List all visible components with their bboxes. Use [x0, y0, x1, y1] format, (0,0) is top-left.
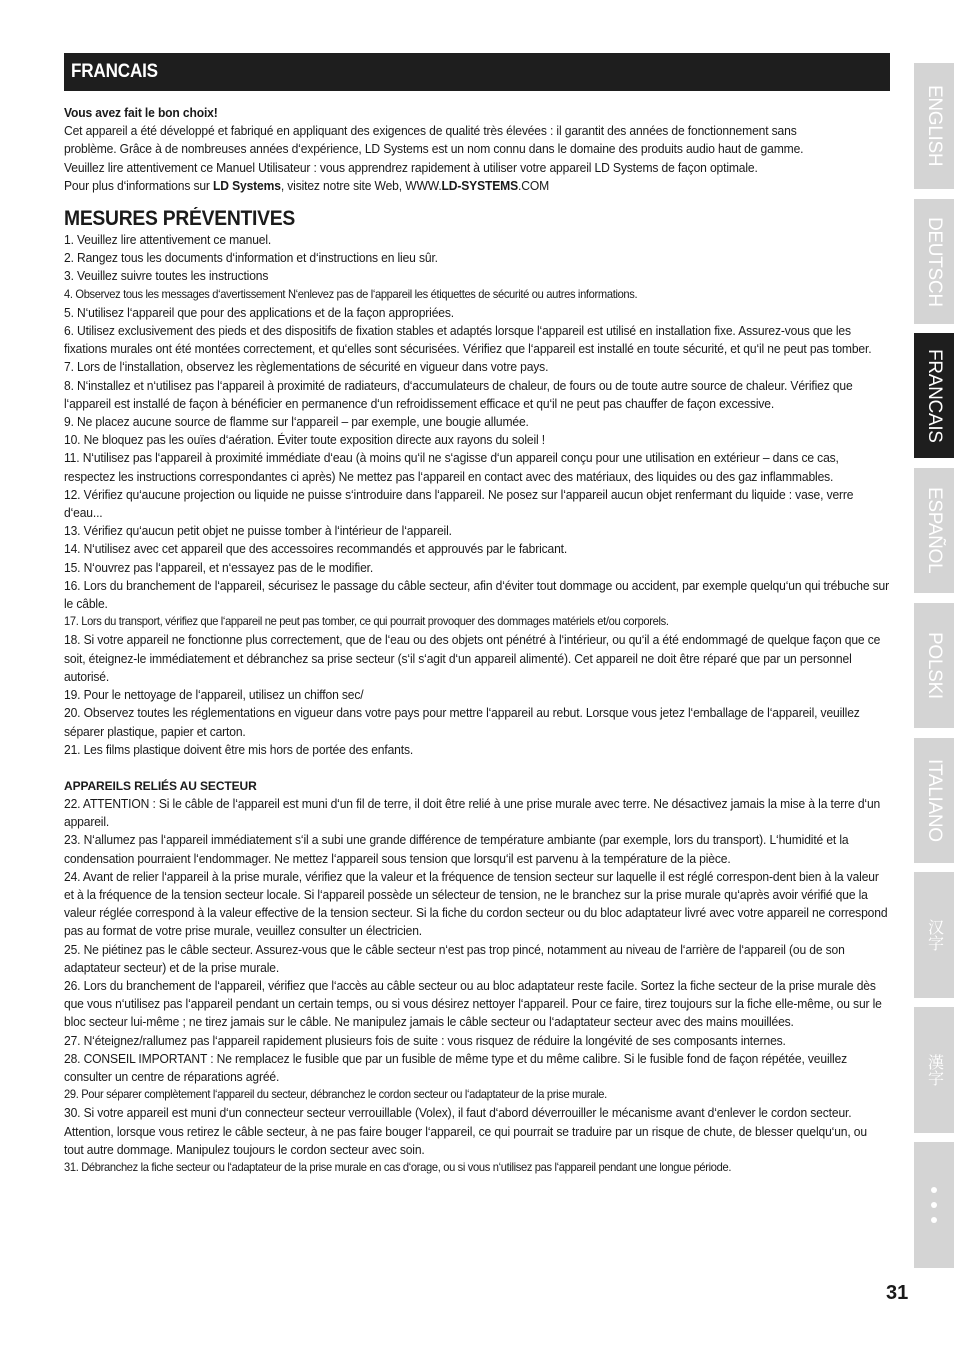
page-content	[64, 104, 888, 1177]
list-item: 19. Pour le nettoyage de l‘appareil, utilisez un chiffon sec/	[64, 688, 364, 703]
list-item: 6. Utilisez exclusivement des pieds et des dispositifs de fixation stables et adaptés lorsque l‘appareil est utilisé en installation fixe. Assurez-vous que les fixations murales ont été montées correctement, et qu‘elles sont sécurisées. Vérifiez que l‘appareil est installé en toute sécurité, et qu‘il ne peut pas tomber.	[64, 324, 872, 357]
list-item: 21. Les films plastique doivent être mis hors de portée des enfants.	[64, 742, 414, 757]
tab-chinese-simplified[interactable]	[914, 872, 954, 998]
tab-label: 汉字	[925, 919, 943, 951]
mains-heading: APPAREILS RELIÉS AU SECTEUR	[64, 778, 257, 793]
precautions-heading: MESURES PRÉVENTIVES	[64, 207, 295, 231]
tab-deutsch[interactable]	[914, 199, 954, 324]
list-item: 28. CONSEIL IMPORTANT : Ne remplacez le fusible que par un fusible de même type et du même calibre. Si le fusible fond de façon répétée, veuillez consulter un centre de réparations agréé.	[64, 1051, 848, 1084]
brand-name: LD Systems	[213, 178, 281, 193]
website-name: LD-SYSTEMS	[441, 178, 519, 193]
list-item: 30. Si votre appareil est muni d‘un connecteur secteur verrouillable (Volex), il faut d‘abord déverrouiller le mécanisme avant d‘enlever le cordon secteur. Attention, lorsque vous retirez le câble secteur, à ne pas faire bouger l‘appareil, ce qui pourrait se traduire par un risque de chute, de blesser quelqu‘un, ou tout autre dommage. Manipulez toujours le cordon secteur avec soin.	[64, 1106, 867, 1157]
list-item: 26. Lors du branchement de l‘appareil, vérifiez que l‘accès au câble secteur ou au bloc adaptateur reste facile. Sortez la fiche secteur de la prise murale dès que vous n‘utilisez pas l‘appareil pendant un certain temps, ou si vous désirez nettoyer l‘appareil. Pour ce faire, tirez toujours sur la fiche elle-même, ou sur le bloc secteur lui-même ; ne tirez jamais sur le câble. Ne manipulez jamais le câble secteur ou l‘adaptateur secteur avec des mains mouillées.	[64, 978, 882, 1030]
tab-italiano[interactable]	[914, 738, 954, 863]
list-item: 10. Ne bloquez pas les ouïes d‘aération. Éviter toute exposition directe aux rayons du soleil !	[64, 433, 545, 448]
list-item: 3. Veuillez suivre toutes les instructions	[64, 269, 269, 284]
tab-english[interactable]	[914, 63, 954, 189]
intro-website-line	[64, 177, 890, 195]
tab-label: 漢字	[925, 1054, 943, 1086]
intro-line: problème. Grâce à de nombreuses années d‘expérience, LD Systems est un nom connu dans le domaine des produits audio haut de gamme.	[64, 142, 804, 157]
list-item: 11. N‘utilisez pas l‘appareil à proximité immédiate d‘eau (à moins qu‘il ne s‘agisse d‘un appareil conçu pour une utilisation en extérieur – dans ce cas, respectez les instructions correspondantes ci après) Ne mettez pas l‘appareil en contact avec des matériaux, des liquides ou des gaz inflammables.	[64, 451, 839, 484]
list-item: 2. Rangez tous les documents d‘information et d‘instructions en lieu sûr.	[64, 251, 438, 266]
tab-espanol[interactable]	[914, 468, 954, 593]
list-item: 17. Lors du transport, vérifiez que l‘appareil ne peut pas tomber, ce qui pourrait provoquer des dommages matériels et/ou corporels.	[64, 615, 669, 629]
tab-label: ENGLISH	[924, 85, 945, 167]
list-item: 15. N‘ouvrez pas l‘appareil, et n‘essayez pas de le modifier.	[64, 560, 374, 575]
list-item: 4. Observez tous les messages d‘avertissement N‘enlevez pas de l‘appareil les étiquettes de sécurité ou autres informations.	[64, 287, 638, 301]
tab-label: DEUTSCH	[924, 216, 945, 307]
list-item: 14. N‘utilisez avec cet appareil que des accessoires recommandés et approuvés par le fabricant.	[64, 542, 568, 557]
list-item: 20. Observez toutes les réglementations en vigueur dans votre pays pour mettre l‘appareil au rebut. Lorsque vous jetez l‘emballage de l‘appareil, veuillez séparer plastique, papier et carton.	[64, 706, 860, 739]
tab-label: ESPAÑOL	[924, 487, 945, 574]
list-item: 23. N‘allumez pas l‘appareil immédiatement s‘il a subi une grande différence de température ambiante (par exemple, lors du transport). L‘humidité et la condensation pourraient l‘endommager. Ne mettez l‘appareil sous tension que lorsqu‘il est parvenu à la température de la pièce.	[64, 833, 849, 866]
list-item: 25. Ne piétinez pas le câble secteur. Assurez-vous que le câble secteur n‘est pas trop pincé, notamment au niveau de l‘arrière de l‘appareil (ou de son adaptateur secteur) et de la prise murale.	[64, 942, 845, 975]
list-item: 1. Veuillez lire attentivement ce manuel.	[64, 233, 272, 248]
list-item: 12. Vérifiez qu‘aucune projection ou liquide ne puisse s‘introduire dans l‘appareil. Ne posez sur l‘appareil aucun objet renfermant du liquide : vase, verre d‘eau...	[64, 487, 854, 521]
list-item: 13. Vérifiez qu‘aucun petit objet ne puisse tomber à l‘intérieur de l‘appareil.	[64, 524, 452, 539]
more-dots-icon	[931, 1187, 937, 1223]
intro-text: .COM	[518, 178, 550, 193]
list-item: 7. Lors de l‘installation, observez les règlementations de sécurité en vigueur dans votre pays.	[64, 360, 549, 375]
list-item: 29. Pour séparer complètement l‘appareil du secteur, débranchez le cordon secteur ou l‘adaptateur de la prise murale.	[64, 1088, 607, 1102]
list-item: 16. Lors du branchement de l‘appareil, sécurisez le passage du câble secteur, afin d‘éviter tout dommage ou accident, par exemple quelqu‘un qui trébuche sur le câble.	[64, 578, 890, 612]
list-item: 24. Avant de relier l‘appareil à la prise murale, vérifiez que la valeur et la fréquence de tension secteur sur laquelle il est réglé correspon-dent bien à la valeur et à la fréquence de la tension secteur locale. Si l‘appareil possède un sélecteur de tension, ne le branchez sur la prise murale qu‘après avoir vérifié que la valeur réglée correspond à la valeur effective de la tension secteur. Si la fiche du cordon secteur ou du bloc adaptateur livré avec votre appareil ne correspond pas au format de votre prise murale, veuillez consulter un électricien.	[64, 869, 888, 939]
intro-heading: Vous avez fait le bon choix!	[64, 106, 218, 120]
tab-label: ITALIANO	[924, 759, 945, 842]
list-item: 22. ATTENTION : Si le câble de l‘appareil est muni d‘un fil de terre, il doit être relié à une prise murale avec terre. Ne désactivez jamais la mise à la terre d‘un appareil.	[64, 796, 881, 830]
mains-list	[64, 795, 890, 1177]
section-header	[64, 53, 890, 91]
intro-line: Cet appareil a été développé et fabriqué en appliquant des exigences de qualité très élevées : il garantit des années de fonctionnement sans	[64, 124, 797, 139]
page-number: 31	[886, 1282, 909, 1304]
list-item: 9. Ne placez aucune source de flamme sur l‘appareil – par exemple, une bougie allumée.	[64, 415, 529, 430]
list-item: 5. N‘utilisez l‘appareil que pour des applications et de la façon appropriées.	[64, 305, 454, 320]
list-item: 31. Débranchez la fiche secteur ou l‘adaptateur de la prise murale en cas d‘orage, ou si vous n‘utilisez pas l‘appareil pendant une longue période.	[64, 1160, 732, 1174]
intro-text: Pour plus d‘informations sur	[64, 178, 214, 193]
intro-line: Veuillez lire attentivement ce Manuel Utilisateur : vous apprendrez rapidement à utiliser votre appareil LD Systems de façon optimale.	[64, 160, 758, 175]
tab-chinese-traditional[interactable]	[914, 1007, 954, 1133]
list-item: 27. N‘éteignez/rallumez pas l‘appareil rapidement plusieurs fois de suite : vous risquez de réduire la longévité de ses composants internes.	[64, 1033, 786, 1048]
tab-francais[interactable]	[914, 333, 954, 458]
section-title: FRANCAIS	[71, 61, 158, 82]
list-item: 18. Si votre appareil ne fonctionne plus correctement, que de l‘eau ou des objets ont pénétré à l‘intérieur, ou qu‘il a été endommagé de quelque façon que ce soit, éteignez-le immédiatement et débranchez sa prise secteur (s‘il s‘agit d‘un appareil alimenté). Cet appareil ne doit être réparé que par un personnel autorisé.	[64, 633, 881, 684]
tab-more[interactable]	[914, 1142, 954, 1268]
precautions-list	[64, 231, 890, 759]
tab-label: FRANCAIS	[924, 348, 945, 443]
list-item: 8. N‘installez et n‘utilisez pas l‘appareil à proximité de radiateurs, d‘accumulateurs de chaleur, de fours ou de toute autre source de chaleur. Vérifiez que l‘appareil est installé de façon à bénéficier en permanence d‘un refroidissement efficace et qu‘il ne peut pas chauffer de façon excessive.	[64, 378, 853, 411]
intro-text: , visitez notre site Web, WWW.	[280, 178, 442, 193]
tab-label: POLSKI	[924, 632, 945, 699]
tab-polski[interactable]	[914, 603, 954, 728]
